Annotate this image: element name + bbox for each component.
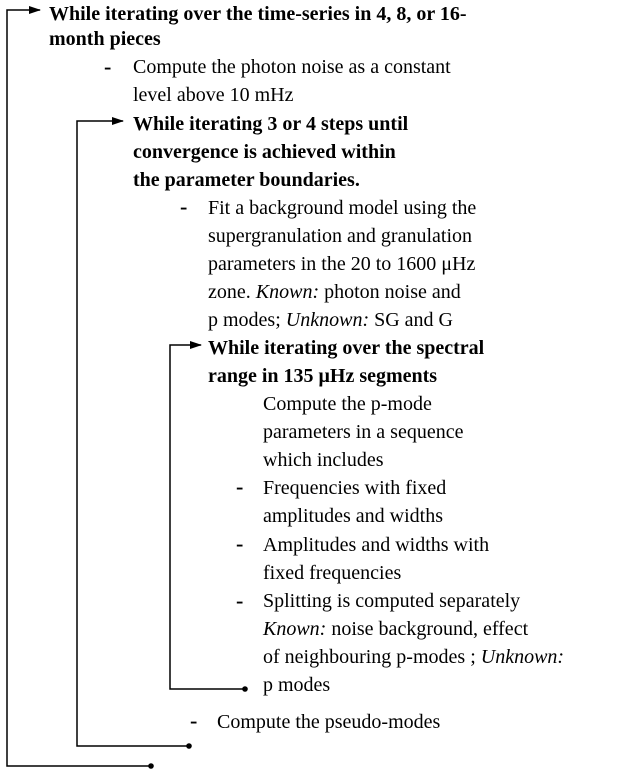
middle-loop-heading-line1: While iterating 3 or 4 steps until — [133, 113, 409, 135]
photon-noise-step-line2: level above 10 mHz — [133, 84, 294, 106]
pmode-intro-line3: which includes — [263, 449, 384, 471]
middle-loop-heading-line2: convergence is achieved within — [133, 141, 396, 163]
background-fit-line3: parameters in the 20 to 1600 μHz — [208, 253, 476, 275]
known-text: noise background, effect — [326, 618, 529, 640]
background-fit-line1: Fit a background model using the — [208, 197, 477, 219]
splitting-item-line1: Splitting is computed separately — [263, 590, 521, 612]
inner-loop-end-dot — [242, 686, 248, 692]
outer-loop-end-dot — [148, 763, 154, 769]
bullet-dash: - — [236, 588, 244, 613]
known-label: Known: — [263, 618, 327, 640]
middle-loop-heading-line3: the parameter boundaries. — [133, 169, 360, 191]
bullet-dash: - — [104, 54, 112, 79]
neighbouring-prefix: of neighbouring p-modes ; — [263, 646, 481, 668]
pmode-intro-line1: Compute the p-mode — [263, 393, 432, 415]
known-text: photon noise and — [319, 281, 461, 303]
pmode-intro-line2: parameters in a sequence — [263, 421, 464, 443]
p-modes-prefix: p modes; — [208, 309, 286, 331]
bullet-dash: - — [236, 531, 244, 556]
splitting-item-line2 — [263, 615, 528, 643]
frequencies-item-line1: Frequencies with fixed — [263, 477, 447, 499]
known-label: Known: — [255, 281, 320, 303]
unknown-text: SG and G — [369, 309, 453, 331]
amplitudes-item-line2: fixed frequencies — [263, 562, 402, 584]
photon-noise-step-line1: Compute the photon noise as a constant — [133, 56, 451, 78]
background-fit-line4: zone. Known: photon noise and — [208, 281, 461, 303]
amplitudes-item-line1: Amplitudes and widths with — [263, 534, 490, 556]
middle-loop-line — [77, 121, 189, 746]
outer-loop-heading-line1: While iterating over the time-series in 4, 8, or 16- — [49, 3, 467, 25]
inner-loop-heading-line2: range in 135 μHz segments — [208, 365, 438, 387]
bullet-dash: - — [236, 474, 244, 499]
frequencies-item-line2: amplitudes and widths — [263, 505, 443, 527]
inner-loop-heading-line1: While iterating over the spectral — [208, 337, 485, 359]
bullet-dash: - — [190, 708, 198, 733]
outer-loop-line — [7, 10, 151, 766]
unknown-label: Unknown: — [480, 646, 565, 668]
outer-loop-heading-line2: month pieces — [49, 28, 161, 50]
middle-loop-end-dot — [186, 743, 192, 749]
inner-loop-line — [170, 345, 245, 689]
pseudo-modes-step: Compute the pseudo-modes — [217, 711, 441, 733]
splitting-item-line4: p modes — [263, 674, 331, 696]
bullet-dash: - — [180, 194, 188, 219]
splitting-item-line3 — [263, 643, 564, 671]
unknown-label: Unknown: — [285, 309, 370, 331]
background-fit-line2: supergranulation and granulation — [208, 225, 473, 247]
background-fit-line5 — [208, 306, 453, 334]
